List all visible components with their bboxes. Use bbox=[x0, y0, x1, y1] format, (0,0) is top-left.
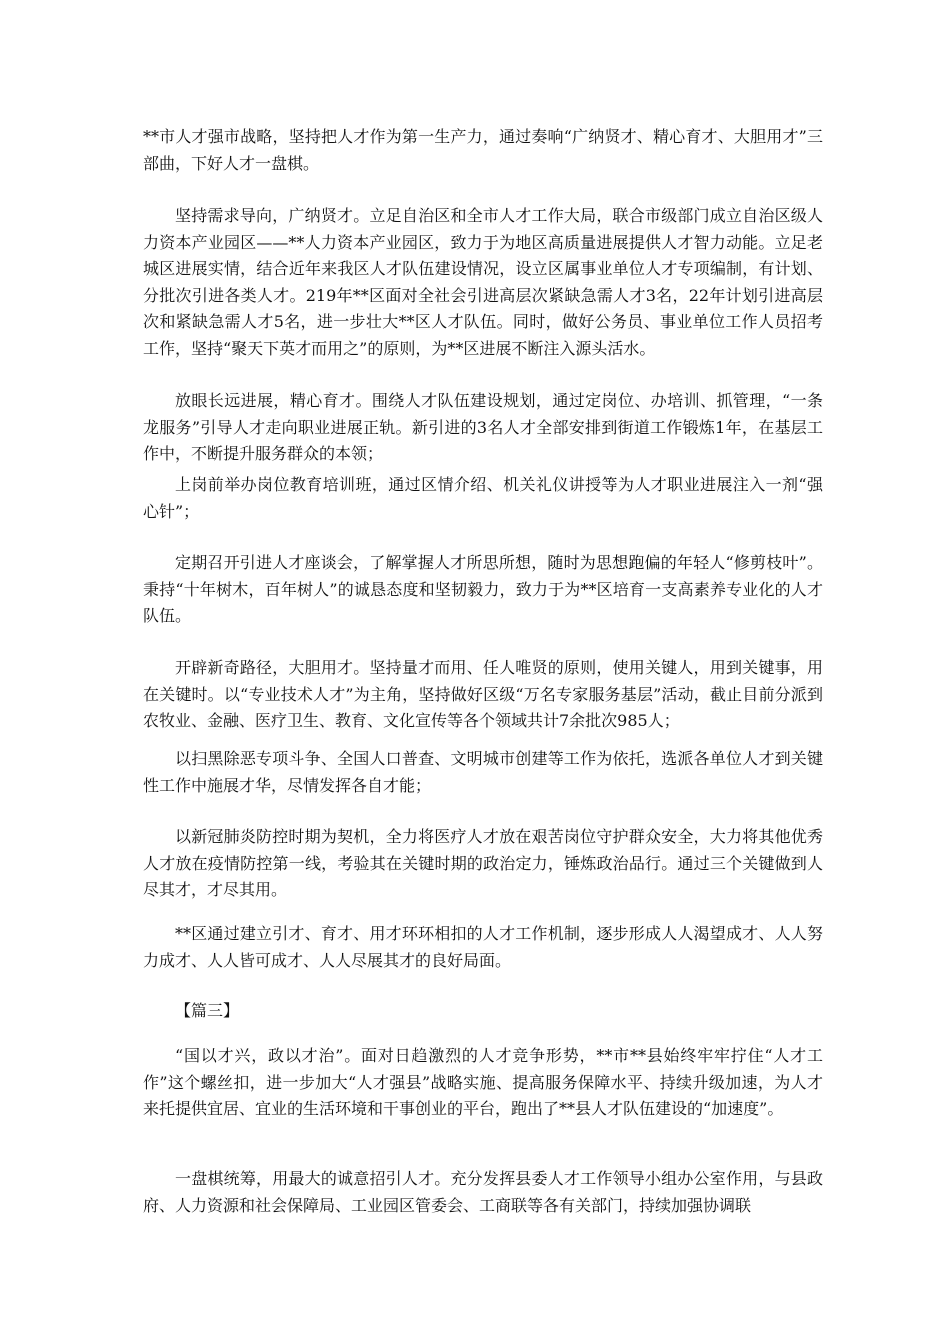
paragraph-2: 坚持需求导向，广纳贤才。立足自治区和全市人才工作大局，联合市级部门成立自治区级人力资本产业园区——**人力资本产业园区，致力于为地区高质量进展提供人才智力动能。立足老城区进展实情，结合近年来我区人才队伍建设情况，设立区属事业单位人才专项编制，有计划、分批次引进各类人才。219年**区面对全社会引进高层次紧缺急需人才3名，22年计划引进高层次和紧缺急需人才5名，进一步壮大**区人才队伍。同时，做好公务员、事业单位工作人员招考工作，坚持“聚天下英才而用之”的原则，为**区进展不断注入源头活水。 bbox=[143, 206, 823, 358]
paragraph-8: 以新冠肺炎防控时期为契机，全力将医疗人才放在艰苦岗位守护群众安全，大力将其他优秀人才放在疫情防控第一线，考验其在关键时期的政治定力，锤炼政治品行。通过三个关键做到人尽其才，才尽其用。 bbox=[143, 827, 823, 899]
paragraph-1: **市人才强市战略，坚持把人才作为第一生产力，通过奏响“广纳贤才、精心育才、大胆用才”三部曲，下好人才一盘棋。 bbox=[143, 127, 823, 173]
paragraph-7: 以扫黑除恶专项斗争、全国人口普查、文明城市创建等工作为依托，选派各单位人才到关键性工作中施展才华，尽情发挥各自才能； bbox=[143, 749, 823, 795]
paragraph-6: 开辟新奇路径，大胆用才。坚持量才而用、任人唯贤的原则，使用关键人，用到关键事，用在关键时。以“专业技术人才”为主角，坚持做好区级“万名专家服务基层”活动，截止目前分派到农牧业、金融、医疗卫生、教育、文化宣传等各个领域共计7余批次985人； bbox=[143, 658, 823, 730]
paragraph-3: 放眼长远进展，精心育才。围绕人才队伍建设规划，通过定岗位、办培训、抓管理，“一条龙服务”引导人才走向职业进展正轨。新引进的3名人才全部安排到街道工作锻炼1年，在基层工作中，不断提升服务群众的本领； bbox=[143, 391, 823, 463]
paragraph-4: 上岗前举办岗位教育培训班，通过区情介绍、机关礼仪讲授等为人才职业进展注入一剂“强心针”； bbox=[143, 475, 823, 521]
paragraph-10: “国以才兴，政以才治”。面对日趋激烈的人才竞争形势，**市**县始终牢牢拧住“人才工作”这个螺丝扣，进一步加大“人才强县”战略实施、提高服务保障水平、持续升级加速，为人才来托提供宜居、宜业的生活环境和干事创业的平台，跑出了**县人才队伍建设的“加速度”。 bbox=[143, 1046, 823, 1118]
section-heading: 【篇三】 bbox=[175, 1001, 240, 1020]
paragraph-5: 定期召开引进人才座谈会，了解掌握人才所思所想，随时为思想跑偏的年轻人“修剪枝叶”。秉持“十年树木，百年树人”的诚恳态度和坚韧毅力，致力于为**区培育一支高素养专业化的人才队伍。 bbox=[143, 553, 823, 625]
paragraph-11: 一盘棋统筹，用最大的诚意招引人才。充分发挥县委人才工作领导小组办公室作用，与县政府、人力资源和社会保障局、工业园区管委会、工商联等各有关部门，持续加强协调联 bbox=[143, 1169, 823, 1215]
paragraph-9: **区通过建立引才、育才、用才环环相扣的人才工作机制，逐步形成人人渴望成才、人人努力成才、人人皆可成才、人人尽展其才的良好局面。 bbox=[143, 924, 823, 970]
